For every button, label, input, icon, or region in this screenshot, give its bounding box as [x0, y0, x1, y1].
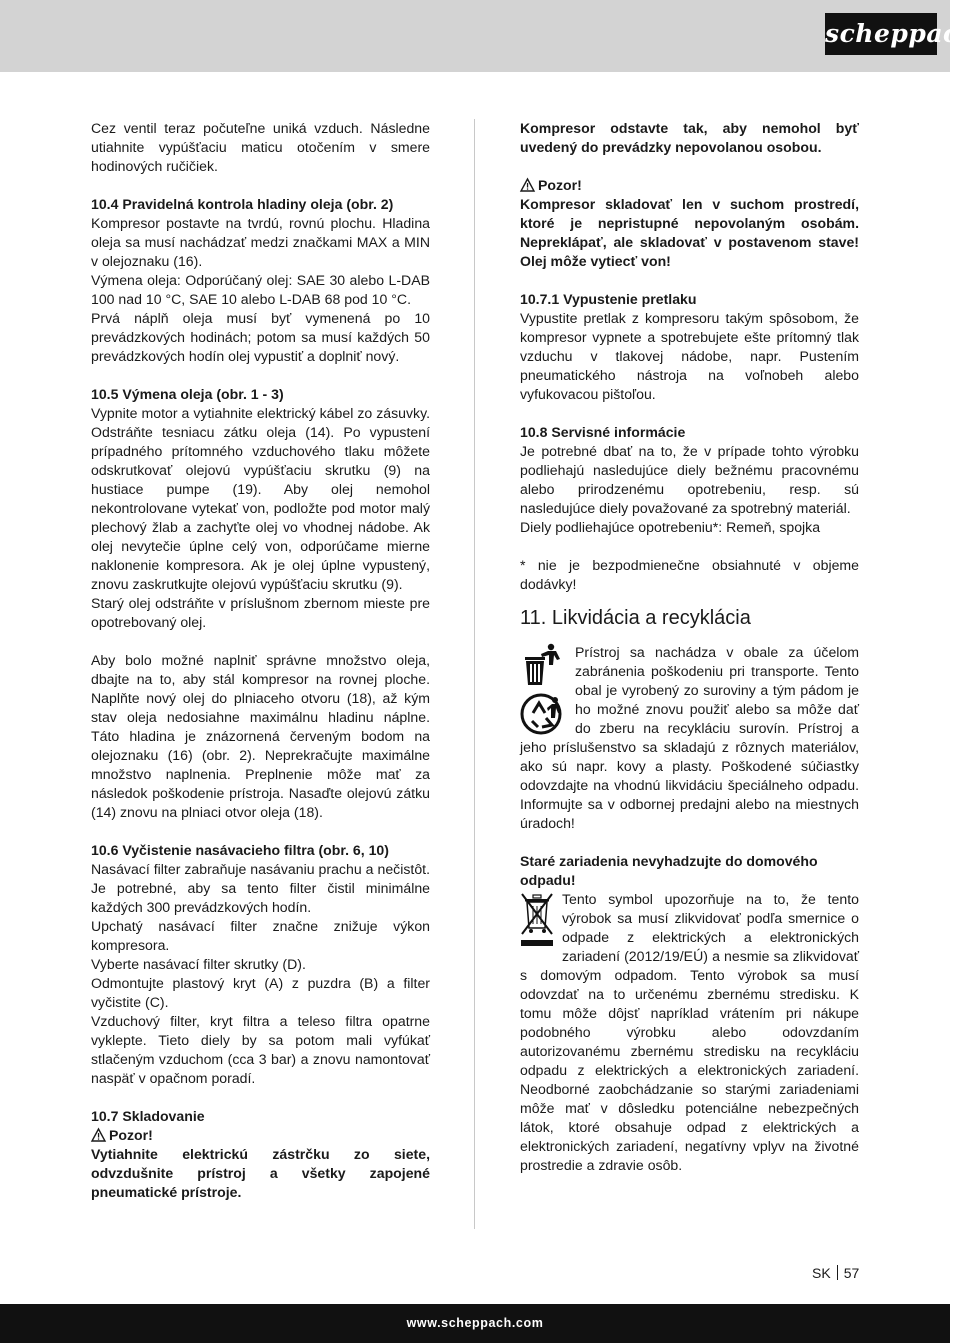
- paragraph: Je potrebné dbať na to, že v prípade tohto výrobku podliehajú nasledujúce diely bežnému pracovnému alebo prirodzenému opotrebeniu, resp. sú nasledujúce diely považované za spotrebný materiál.: [520, 443, 859, 516]
- section-heading-10-4: 10.4 Pravidelná kontrola hladiny oleja (obr. 2): [91, 196, 394, 212]
- warning-line: [520, 176, 859, 195]
- disposal-icons: [520, 643, 568, 737]
- warning-line: [91, 1126, 430, 1145]
- page-number-value: 57: [843, 1265, 860, 1281]
- warning-text: Kompresor skladovať len v suchom prostredí, ktoré je nepristupné nepovolaným osobám. Nepreklápať, ale skladovať v postavenom stave! Olej môže vytiecť von!: [520, 196, 859, 269]
- trash-bin-person-icon: [520, 643, 566, 687]
- paragraph: Diely podliehajúce opotrebeniu*: Remeň, spojka: [520, 519, 821, 535]
- warning-label: Pozor!: [109, 1127, 153, 1143]
- paragraph: Vyberte nasávací filter skrutky (D).: [91, 956, 306, 972]
- warning-triangle-icon: [91, 1128, 106, 1142]
- section-heading-10-7: 10.7 Skladovanie: [91, 1108, 205, 1124]
- paragraph: Prvá náplň oleja musí byť vymenená po 10 prevádzkových hodinách; potom sa musí každých 50 prevádzkových hodín olej vypustiť a doplniť nový.: [91, 310, 430, 364]
- warning-text: Vytiahnite elektrickú zástrčku zo siete, odvzdušnite prístroj a všetky zapojené pneumatické prístroje.: [91, 1146, 430, 1200]
- warning-text: Kompresor odstavte tak, aby nemohol byť uvedený do prevádzky nepovolanou osobou.: [520, 120, 859, 155]
- scheppach-logo: scheppach: [825, 13, 937, 55]
- header-bar: [0, 0, 977, 72]
- weee-heading: Staré zariadenia nevyhadzujte do domového odpadu!: [520, 853, 818, 888]
- crossed-out-bin-icon: [520, 890, 554, 948]
- paragraph: Kompresor postavte na tvrdú, rovnú plochu. Hladina oleja sa musí nachádzať medzi značkami MAX a MIN v olejoznaku (16).: [91, 215, 430, 269]
- weee-icon-box: [520, 890, 556, 948]
- paragraph: Vzduchový filter, kryt filtra a teleso filtra opatrne vyklepte. Tieto diely by sa potom mali vyfúkať stlačeným vzduchom (cca 3 bar) a znovu namontovať naspäť v opačnom poradí.: [91, 1013, 430, 1086]
- paragraph: Odmontujte plastový kryt (A) z puzdra (B) a filter vyčistite (C).: [91, 975, 430, 1010]
- paragraph: Aby bolo možné naplniť správne množstvo oleja, dbajte na to, aby stál kompresor na rovnej ploche. Naplňte nový olej do plniaceho otvoru (18), až kým stav oleja nedosiahne maximálnu hladinu náplne. Táto hladina je znázornená červeným bodom na olejoznaku (16) (obr. 2). Neprekračujte maximálne množstvo naplnenia. Preplnenie môže mať za následok poškodenie prístroja. Nasaďte olejovú zátku (14) znovu na plniaci otvor oleja (18).: [91, 652, 430, 820]
- paragraph: Tento symbol upozorňuje na to, že tento výrobok sa musí zlikvidovať podľa smernice o odpade z elektrických a elektronických zariadení (2012/19/EÚ) a nesmie sa zlikvidovať s domovým odpadom. Tento výrobok sa musí odovzdať na to určenému zbernému stredisku. K tomu môže dôjsť napríklad vrátením pri nákupe podobného výrobku alebo odovzdaním autorizovanému zbernému stredisku na recykláciu odpadu z elektrických a elektronických zariadení. Neodborné zaobchádzanie so starými zariadeniami môže mať v dôsledku potenciálne nebezpečných látok, ktoré obsahuje odpad z elektrických a elektronických zariadení, negatívny vplyv na životné prostredie a zdravie osôb.: [520, 891, 859, 1173]
- paragraph: Výmena oleja: Odporúčaný olej: SAE 30 alebo L-DAB 100 nad 10 °C, SAE 10 alebo L-DAB 68 pod 10 °C.: [91, 272, 430, 307]
- page-number: [812, 1265, 859, 1281]
- recycle-icon: [520, 691, 566, 737]
- warning-label: Pozor!: [538, 177, 582, 193]
- section-heading-10-6: 10.6 Vyčistenie nasávacieho filtra (obr. 6, 10): [91, 842, 389, 858]
- paragraph: Starý olej odstráňte v príslušnom zbernom mieste pre opotrebovaný olej.: [91, 595, 430, 630]
- section-heading-10-5: 10.5 Výmena oleja (obr. 1 - 3): [91, 386, 284, 402]
- column-divider: [474, 119, 475, 1229]
- right-column: [520, 119, 859, 1175]
- paragraph: Cez ventil teraz počuteľne uniká vzduch. Následne utiahnite vypúšťaciu maticu otočením v smere hodinových ručičiek.: [91, 120, 430, 174]
- paragraph: Nasávací filter zabraňuje nasávaniu prachu a nečistôt. Je potrebné, aby sa tento filter čistil minimálne každých 300 prevádzkových hodín.: [91, 861, 430, 915]
- left-column: [91, 119, 430, 1202]
- section-heading-10-8: 10.8 Servisné informácie: [520, 424, 686, 440]
- footer-bar: [0, 1304, 950, 1343]
- paragraph: Upchatý nasávací filter značne znižuje výkon kompresora.: [91, 918, 430, 953]
- paragraph: Vypnite motor a vytiahnite elektrický kábel zo zásuvky. Odstráňte tesniacu zátku oleja (14). Po vypustení prípadného prítomného vzduchového tlaku môžete odskrutkovať olejovú vypúšťaciu skrutku (9) na hustiace pumpe (19). Aby olej nemohol nekontrolovane vytekať von, podložte pod motor malý plechový žlab a zachyťte olej vo vhodnej nádobe. Ak olej nevytečie úplne celý von, odporúčame mierne naklonenie kompresora. Ak je olej úplne vypustený, znovu zaskrutkujte olejovú vypúšťaciu skrutku (9).: [91, 405, 430, 592]
- paragraph: Prístroj sa nachádza v obale za účelom zabránenia poškodeniu pri transporte. Tento obal je vyrobený zo suroviny a tým pádom je ho možné znovu použiť alebo sa môže dať do zberu na recykláciu surovín. Prístroj a jeho príslušenstvo sa skladajú z rôznych materiálov, ako sú napr. kovy a plasty. Poškodené súčiastky odovzdajte na vhodnú likvidáciu špeciálneho odpadu. Informujte sa v odbornej predajni alebo na miestnych úradoch!: [520, 644, 859, 831]
- website-url: www.scheppach.com: [406, 1316, 544, 1330]
- section-heading-10-7-1: 10.7.1 Vypustenie pretlaku: [520, 291, 697, 307]
- language-code: SK: [812, 1265, 831, 1281]
- section-title-11: 11. Likvidácia a recyklácia: [520, 607, 751, 629]
- warning-triangle-icon: [520, 178, 535, 192]
- footnote: * nie je bezpodmienečne obsiahnuté v objeme dodávky!: [520, 557, 859, 592]
- paragraph: Vypustite pretlak z kompresoru takým spôsobom, že kompresor vypnete a spotrebujete ešte prítomný tlak vzduchu v tlakovej nádobe, napr. Pustením pneumatického nástroja na voľnobeh alebo vyfukovacou pištoľou.: [520, 310, 859, 402]
